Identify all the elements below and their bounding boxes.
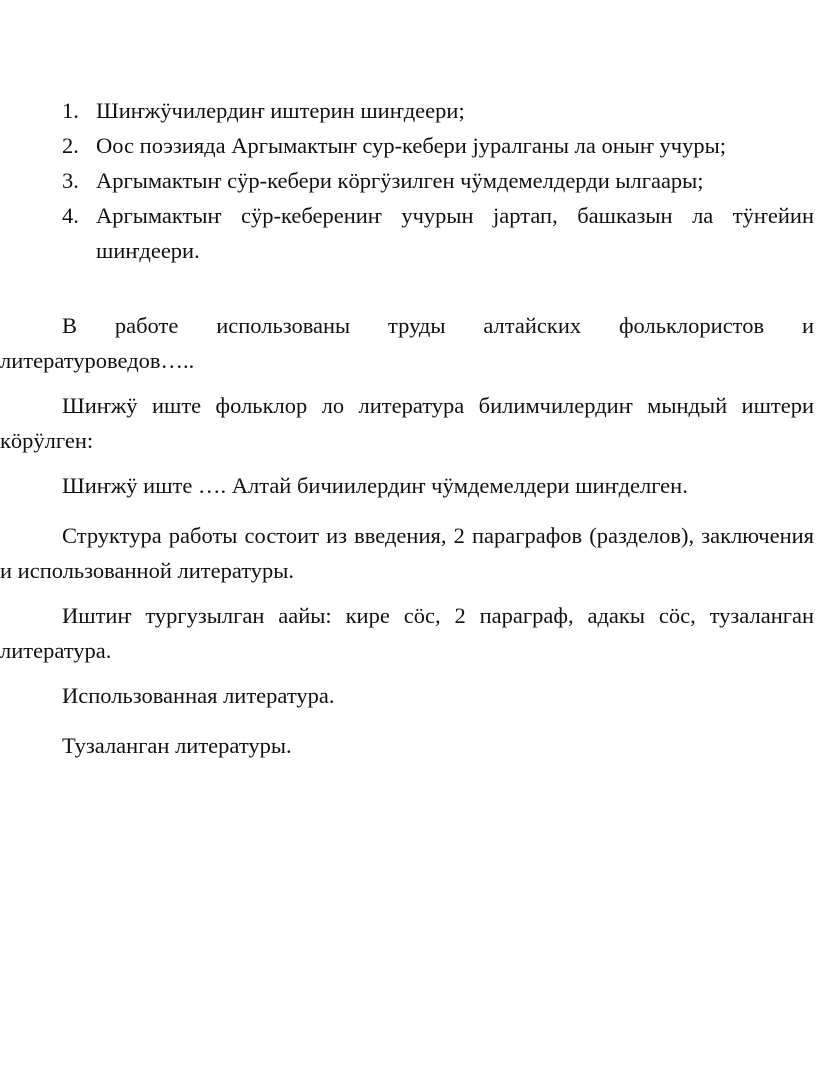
list-number: 4.: [62, 203, 79, 228]
list-item: [62, 128, 814, 163]
list-number: 3.: [62, 168, 79, 193]
list-item-text: Шиҥжӱчилердиҥ иштерин шиҥдеери;: [96, 98, 465, 123]
list-number: 1.: [62, 98, 79, 123]
list-number: 2.: [62, 133, 79, 158]
list-item-text: Аргымактыҥ сӱр-кебери кӧргӱзилген чӱмдемелдерди ылгаары;: [96, 168, 704, 193]
list-item: [62, 198, 814, 268]
list-item: [62, 93, 814, 128]
list-item: [62, 163, 814, 198]
paragraph-structure-alt: Иштиҥ тургузылган аайы: кире сӧс, 2 параграф, адакы сӧс, тузаланган литература.: [0, 603, 814, 663]
list-item-text: Оос поэзияда Аргымактыҥ сур-кебери јуралганы ла оныҥ учуры;: [96, 133, 726, 158]
list-item-text: Аргымактыҥ сӱр-кеберениҥ учурын јартап, башказын ла тӱҥейин шиҥдеери.: [96, 203, 814, 263]
paragraph-reviewed-works: Шиҥжӱ иште фольклор ло литература билимчилердиҥ мындый иштери кӧрӱлген:: [0, 393, 814, 453]
paragraph-sources: В работе использованы труды алтайских фольклористов и литературоведов…..: [0, 313, 814, 373]
heading-used-literature-alt: Тузаланган литературы.: [62, 733, 292, 758]
paragraph-structure-ru: Структура работы состоит из введения, 2 параграфов (разделов), заключения и использованной литературы.: [0, 523, 814, 583]
paragraph-studied-authors: Шиҥжӱ иште …. Алтай бичиилердиҥ чӱмдемелдери шиҥделген.: [62, 473, 688, 498]
numbered-list: [62, 93, 814, 268]
heading-used-literature-ru: Использованная литература.: [62, 683, 335, 708]
